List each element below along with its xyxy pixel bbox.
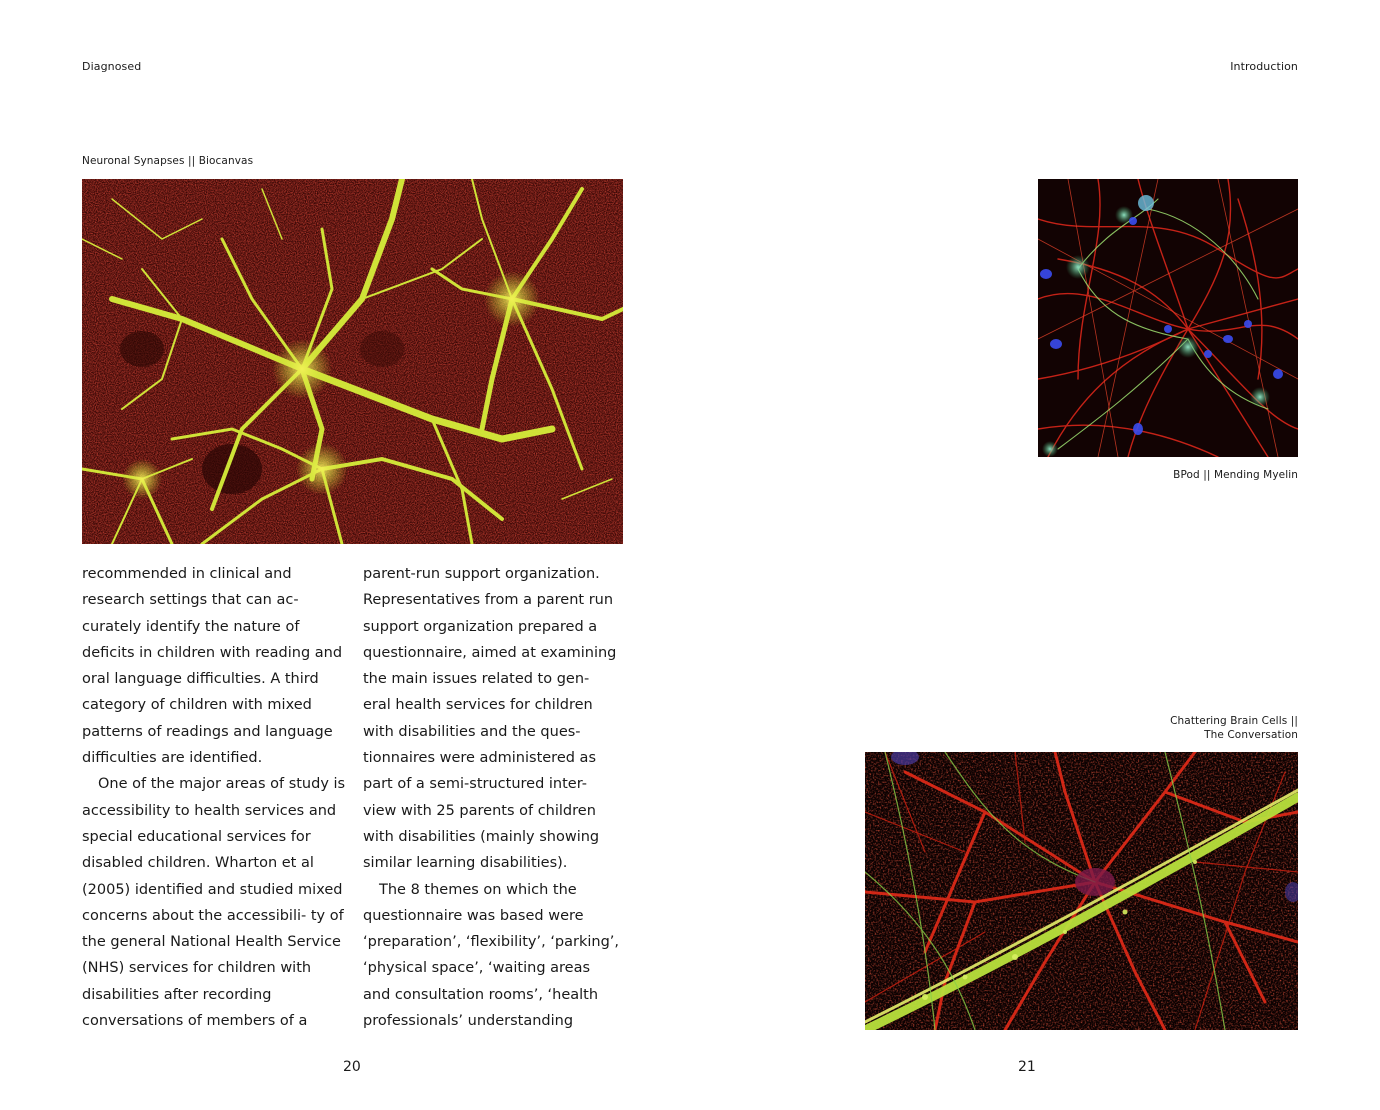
figure-caption-chattering-brain-cells bbox=[1170, 714, 1298, 742]
left-running-head: Diagnosed bbox=[82, 60, 142, 73]
body-text-column-2 bbox=[363, 561, 619, 1034]
chattering-brain-cells-image bbox=[865, 752, 1298, 1030]
mending-myelin-image bbox=[1038, 179, 1298, 457]
paragraph: One of the major areas of study is accessibility to health services and special educational services for disabled children. Wharton et al (2005) identified and studied mixed concerns about the accessibili- ty of the general National Health Service (NHS) services for children with disabilities after recording conversations of members of a bbox=[82, 776, 346, 1030]
neuronal-synapses-image bbox=[82, 179, 623, 544]
right-page-number: 21 bbox=[1018, 1059, 1036, 1075]
paragraph: recommended in clinical and research settings that can ac- curately identify the nature of deficits in children with reading and oral language difficulties. A third category of children with mixed patterns of readings and language difficulties are identified. bbox=[82, 566, 343, 767]
paragraph: parent-run support organization. Representatives from a parent run support organization prepared a questionnaire, aimed at examining the main issues related to gen- eral health services for children with disabilities and the ques- tionnaires were administered as part of a semi-structured inter- view with 25 parents of children with disabilities (mainly showing similar learning disabilities). bbox=[363, 566, 617, 872]
caption-line: Chattering Brain Cells || bbox=[1170, 715, 1298, 727]
body-text-column-1 bbox=[82, 561, 352, 1034]
paragraph: The 8 themes on which the questionnaire was based were ‘preparation’, ‘flexibility’, ‘parking’, ‘physical space’, ‘waiting areas and consultation rooms’, ‘health professionals’ understanding bbox=[363, 881, 620, 1030]
caption-line: The Conversation bbox=[1204, 729, 1298, 741]
left-page-number: 20 bbox=[343, 1059, 361, 1075]
figure-caption-mending-myelin: BPod || Mending Myelin bbox=[1173, 469, 1298, 481]
right-running-head: Introduction bbox=[1230, 60, 1298, 73]
figure-caption-neuronal-synapses: Neuronal Synapses || Biocanvas bbox=[82, 155, 254, 167]
